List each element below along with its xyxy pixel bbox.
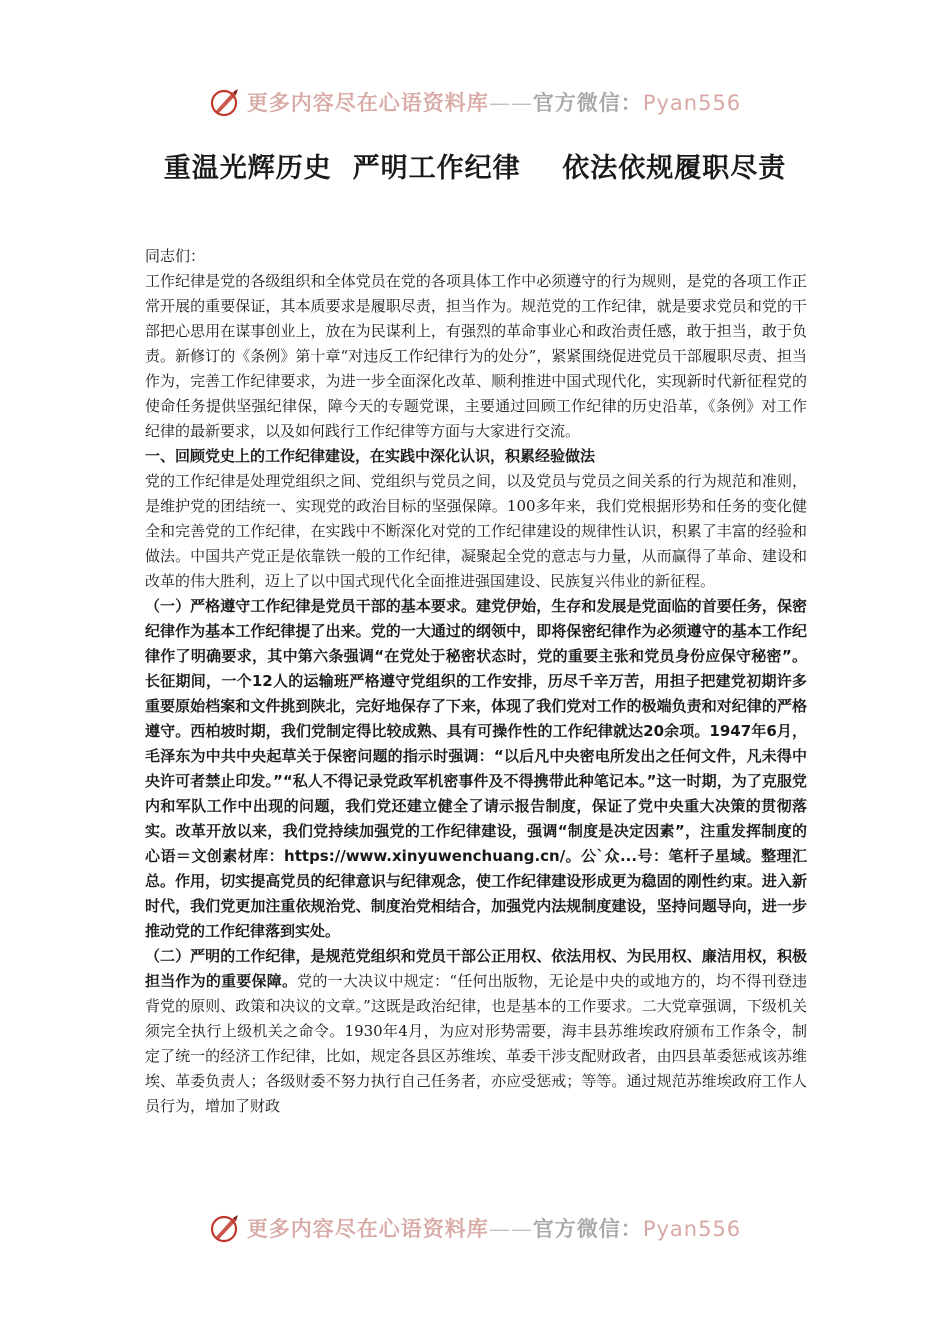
subsection-2-body: 党的一大决议中规定：“任何出版物，无论是中央的或地方的，均不得刊登违背党的原则、政策和决议的文章。”这既是政治纪律，也是基本的工作要求。二大党章强调，下级机关须完全执行上级机关之命令。1930年4月，为应对形势需要，海丰县苏维埃政府颁布工作条令，制定了统一的经济工作纪律，比如，规定各县区苏维埃、革委干涉支配财政者，由四县革委惩戒该苏维埃、革委负责人；各级财委不努力执行自己任务者，亦应受惩戒；等等。通过规范苏维埃政府工作人员行为，增加了财政	[145, 972, 807, 1115]
quill-logo-icon	[209, 86, 241, 118]
subsection-1-paragraph: （一）严格遵守工作纪律是党员干部的基本要求。建党伊始，生存和发展是党面临的首要任务，保密纪律作为基本工作纪律提了出来。党的一大通过的纲领中，即将保密纪律作为必须遵守的基本工作纪律作了明确要求，其中第六条强调“在党处于秘密状态时，党的重要主张和党员身份应保守秘密”。长征期间，一个12人的运输班严格遵守党组织的工作安排，历尽千辛万苦，用担子把建党初期许多重要原始档案和文件挑到陕北，完好地保存了下来，体现了我们党对工作的极端负责和对纪律的严格遵守。西柏坡时期，我们党制定得比较成熟、具有可操作性的工作纪律就达20余项。1947年6月，毛泽东为中共中央起草关于保密问题的指示时强调：“以后凡中央密电所发出之任何文件，凡未得中央许可者禁止印发。”“私人不得记录党政军机密事件及不得携带此种笔记本。”这一时期，为了克服党内和军队工作中出现的问题，我们党还建立健全了请示报告制度，保证了党中央重大决策的贯彻落实。改革开放以来，我们党持续加强党的工作纪律建设，强调“制度是决定因素”，注重发挥制度的心语＝文创素材库：https://www.xinyuwenchuang.cn/。公`众...号：笔杆子星域。整理汇总。作用，切实提高党员的纪律意识与纪律观念，使工作纪律建设形成更为稳固的刚性约束。进入新时代，我们党更加注重依规治党、制度治党相结合，加强党内法规制度建设，坚持问题导向，进一步推动党的工作纪律落到实处。	[145, 597, 807, 940]
banner-wechat-id: Pyan556	[642, 91, 742, 115]
section-1-paragraph: 党的工作纪律是处理党组织之间、党组织与党员之间，以及党员与党员之间关系的行为规范和准则，是维护党的团结统一、实现党的政治目标的坚强保障。100多年来，我们党根据形势和任务的变化健全和完善党的工作纪律，在实践中不断深化对党的工作纪律建设的规律性认识，积累了丰富的经验和做法。中国共产党正是依靠铁一般的工作纪律，凝聚起全党的意志与力量，从而赢得了革命、建设和改革的伟大胜利，迈上了以中国式现代化全面推进强国建设、民族复兴伟业的新征程。	[145, 472, 807, 590]
document-body	[145, 244, 807, 1119]
banner-official-label: 官方微信：	[532, 1216, 643, 1241]
banner-dash: ——	[488, 91, 533, 115]
salutation: 同志们：	[145, 247, 206, 265]
banner-brand: 更多内容尽在心语资料库	[246, 1216, 489, 1241]
banner-official-label: 官方微信：	[532, 90, 643, 115]
banner-brand: 更多内容尽在心语资料库	[246, 90, 489, 115]
subsection-2-paragraph	[145, 944, 807, 1119]
intro-paragraph: 工作纪律是党的各级组织和全体党员在党的各项具体工作中必须遵守的行为规则，是党的各项工作正常开展的重要保证，其本质要求是履职尽责，担当作为。规范党的工作纪律，就是要求党员和党的干部把心思用在谋事创业上，放在为民谋利上，有强烈的革命事业心和政治责任感，敢于担当，敢于负责。新修订的《条例》第十章“对违反工作纪律行为的处分”，紧紧围绕促进党员干部履职尽责、担当作为，完善工作纪律要求，为进一步全面深化改革、顺利推进中国式现代化，实现新时代新征程党的使命任务提供坚强纪律保，障今天的专题党课，主要通过回顾工作纪律的历史沿革，《条例》对工作纪律的最新要求，以及如何践行工作纪律等方面与大家进行交流。	[145, 272, 807, 440]
header-watermark-banner	[0, 82, 950, 122]
banner-dash: ——	[488, 1217, 533, 1241]
section-heading-1: 一、回顾党史上的工作纪律建设，在实践中深化认识，积累经验做法	[145, 447, 596, 465]
subsection-2-lead: （二）严明的工作纪律，是规范党组织和党员干部公正用权、依法用权、为民用权、廉洁用权，积极担当作为的重要保障。	[145, 947, 807, 990]
quill-logo-icon	[209, 1212, 241, 1244]
banner-text	[247, 1213, 741, 1243]
banner-text	[247, 87, 741, 117]
document-title: 重温光辉历史 严明工作纪律 依法依规履职尽责	[163, 153, 787, 184]
footer-watermark-banner	[0, 1208, 950, 1248]
banner-wechat-id: Pyan556	[642, 1217, 742, 1241]
